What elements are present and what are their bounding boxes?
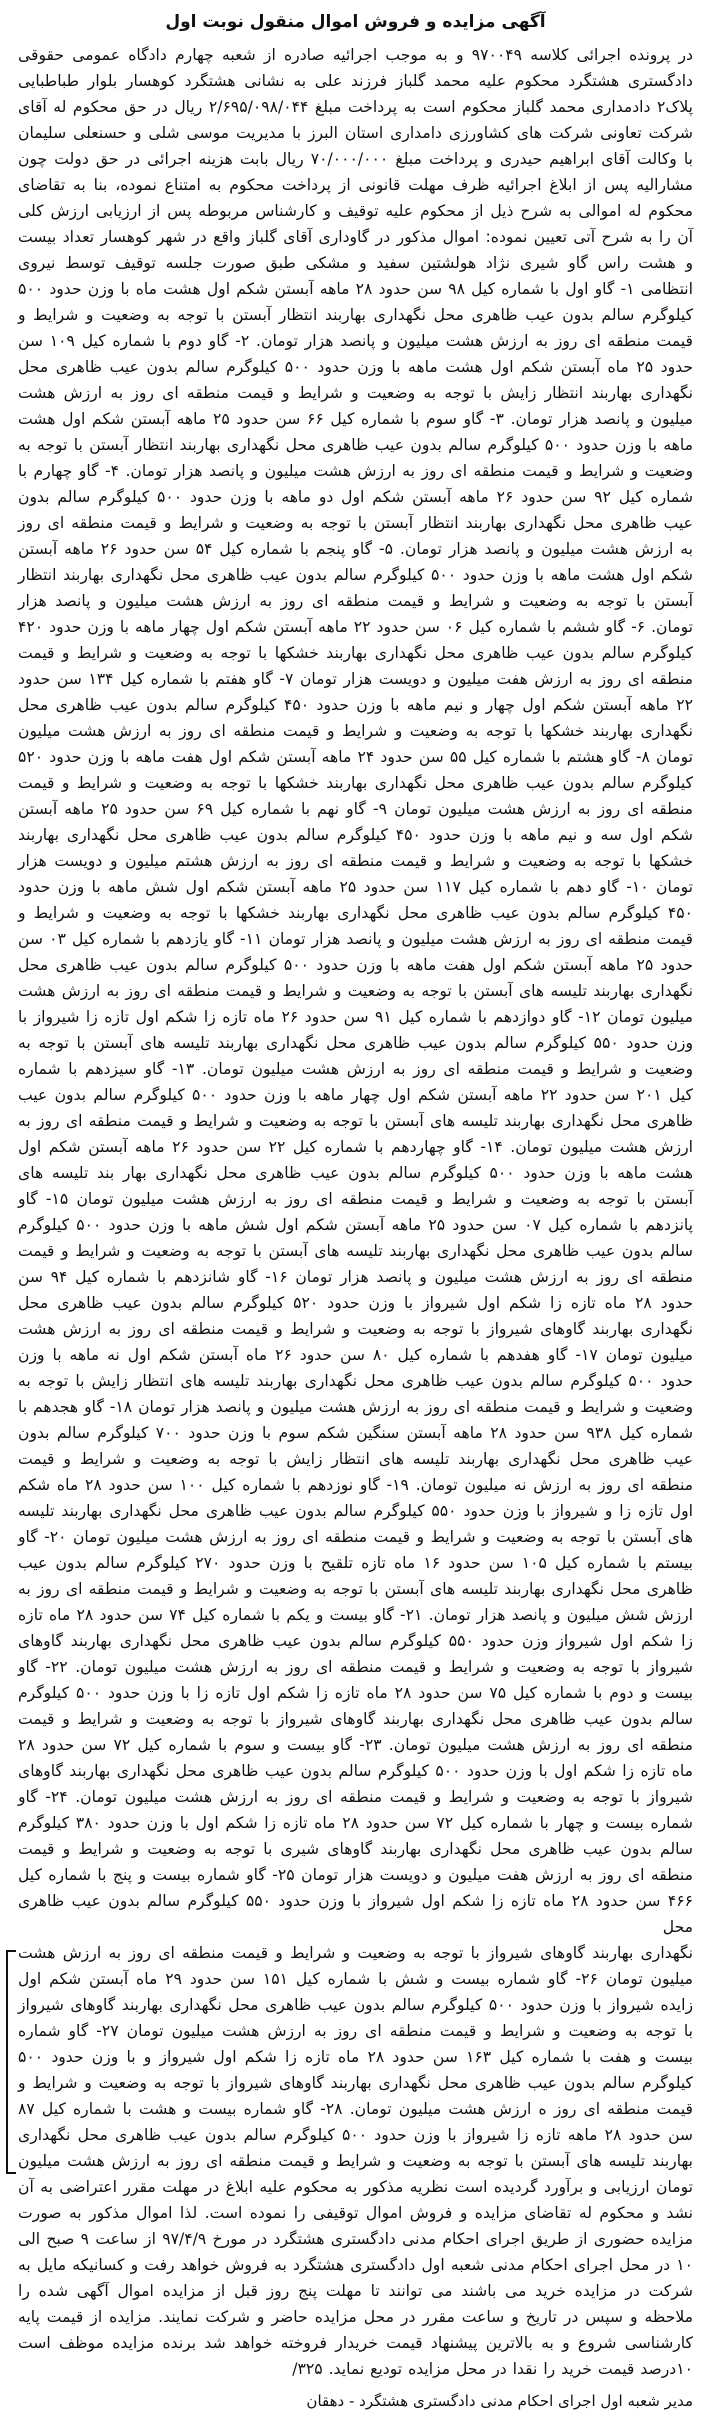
notice-footer-signature: مدیر شعبه اول اجرای احکام مدنی دادگستری هشتگرد - دهقان [306,2392,693,2410]
notice-title: آگهی مزایده و فروش اموال منقول نوبت اول [165,12,546,32]
notice-paragraph-1: در پرونده اجرائی کلاسه ۹۷۰۰۴۹ و به موجب اجرائیه صادره از شعبه چهارم دادگاه عمومی حقوقی دادگستری هشتگرد محکوم علیه محمد گلباز فرزند علی به نشانی هشتگرد کوهسار بلوار طباطبایی پلاک۲ دادمداری محمد گلباز محکوم است به پرداخت مبلغ ۲/۶۹۵/۰۹۸/۰۴۴ ریال در حق محکوم له آقای شرکت تعاونی شرکت های کشاورزی دامداری استان البرز با مدیریت موسی شلی و حسنعلی سلیمان با وکالت آقای ابراهیم حیدری و پرداخت مبلغ ۷۰/۰۰۰/۰۰۰ ریال بابت هزینه اجرائی در حق دولت چون مشارالیه پس از ابلاغ اجرائیه ظرف مهلت قانونی از پرداخت محکوم به امتناع نموده، بنا به تقاضای محکوم له اموالی به شرح ذیل از محکوم علیه توقیف و کارشناس مربوطه پس از ارزیابی ارزش کلی آن را به شرح آتی تعیین نموده: اموال مذکور در گاوداری آقای گلباز واقع در شهر کوهسار تعداد بیست و هشت راس گاو شیری نژاد هولشتین سفید و مشکی طبق صورت جلسه توقیف توسط نیروی انتظامی ۱- گاو اول با شماره کیل ۹۸ سن حدود ۲۸ ماهه آبستن شکم اول هشت ماه با وزن حدود ۵۰۰ کیلوگرم سالم بدون عیب ظاهری محل نگهداری بهاربند انتظار آبستن با توجه به وضعیت و شرایط و قیمت منطقه ای روز به ارزش هشت میلیون و پانصد هزار تومان. ۲- گاو دوم با شماره کیل ۱۰۹ سن حدود ۲۵ ماه آبستن شکم اول هشت ماهه با وزن حدود ۵۰۰ کیلوگرم سالم بدون عیب ظاهری محل نگهداری بهاربند انتظار زایش با توجه به وضعیت و شرایط و قیمت منطقه ای روز به ارزش هشت میلیون و پانصد هزار تومان. ۳- گاو سوم با شماره کیل ۶۶ سن حدود ۲۵ ماهه آبستن شکم اول هشت ماهه با وزن حدود ۵۰۰ کیلوگرم سالم بدون عیب ظاهری محل نگهداری بهاربند انتظار آبستن با توجه به وضعیت و شرایط و قیمت منطقه ای روز به ارزش هشت میلیون و پانصد هزار تومان. ۴- گاو چهارم با شماره کیل ۹۲ سن حدود ۲۶ ماهه آبستن شکم اول دو ماهه با وزن حدود ۵۰۰ کیلوگرم سالم بدون عیب ظاهری محل نگهداری بهاربند انتظار آبستن با توجه به وضعیت و شرایط و قیمت منطقه ای روز به ارزش هشت میلیون و پانصد هزار تومان. ۵- گاو پنجم با شماره کیل ۵۴ سن حدود ۲۶ ماهه آبستن شکم اول هشت ماهه با وزن حدود ۵۰۰ کیلوگرم سالم بدون عیب ظاهری محل نگهداری بهاربند انتظار آبستن با توجه به وضعیت و شرایط و قیمت منطقه ای روز به ارزش هشت میلیون و پانصد هزار تومان. ۶- گاو ششم با شماره کیل ۰۶ سن حدود ۲۲ ماهه آبستن شکم اول چهار ماهه با وزن حدود ۴۲۰ کیلوگرم سالم بدون عیب ظاهری محل نگهداری بهاربند خشکها با توجه به وضعیت و شرایط و قیمت منطقه ای روز به ارزش هفت میلیون و دویست هزار تومان ۷- گاو هفتم با شماره کیل ۱۳۴ سن حدود ۲۲ ماهه آبستن شکم اول چهار و نیم ماهه با وزن حدود ۴۵۰ کیلوگرم سالم بدون عیب ظاهری محل نگهداری بهاربند خشکها با توجه به وضعیت و شرایط و قیمت منطقه ای روز به ارزش هشت میلیون تومان ۸- گاو هشتم با شماره کیل ۵۵ سن حدود ۲۴ ماهه آبستن شکم اول هفت ماهه با وزن حدود ۵۲۰ کیلوگرم سالم بدون عیب ظاهری محل نگهداری بهاربند خشکها با توجه به وضعیت و شرایط و قیمت منطقه ای روز به ارزش هشت میلیون تومان ۹- گاو نهم با شماره کیل ۶۹ سن حدود ۲۵ ماهه آبستن شکم اول سه و نیم ماهه با وزن حدود ۴۵۰ کیلوگرم سالم بدون عیب ظاهری محل نگهداری بهاربند خشکها با توجه به وضعیت و شرایط و قیمت منطقه ای روز به ارزش هشتم میلیون و دویست هزار تومان ۱۰- گاو دهم با شماره کیل ۱۱۷ سن حدود ۲۵ ماهه آبستن شکم اول شش ماهه با وزن حدود ۴۵۰ کیلوگرم سالم بدون عیب ظاهری محل نگهداری بهاربند خشکها با توجه به وضعیت و شرایط و قیمت منطقه ای روز به ارزش هشت میلیون و پانصد هزار تومان ۱۱- گاو یازدهم با شماره کیل ۰۳ سن حدود ۲۵ ماهه آبستن شکم اول هفت ماهه با وزن حدود ۵۰۰ کیلوگرم سالم بدون عیب ظاهری محل نگهداری بهاربند تلیسه های آبستن با توجه به وضعیت و شرایط و قیمت منطقه ای روز به ارزش هشت میلیون تومان ۱۲- گاو دوازدهم با شماره کیل ۹۱ سن حدود ۲۶ ماه تازه زا شکم اول تازه زا شیرواز با وزن حدود ۵۵۰ کیلوگرم سالم بدون عیب ظاهری محل نگهداری بهاربند تلیسه های آبستن با توجه به وضعیت و شرایط و قیمت منطقه ای روز به ارزش هشت میلیون تومان. ۱۳- گاو سیزدهم با شماره کیل ۲۰۱ سن حدود ۲۲ ماهه آبستن شکم اول چهار ماهه با وزن حدود ۵۰۰ کیلوگرم سالم بدون عیب ظاهری محل نگهداری بهاربند تلیسه های آبستن با توجه به وضعیت و شرایط و قیمت منطقه ای روز به ارزش هشت میلیون تومان. ۱۴- گاو چهاردهم با شماره کیل ۲۲ سن حدود ۲۶ ماهه آبستن شکم اول هشت ماهه با وزن حدود ۵۰۰ کیلوگرم سالم بدون عیب ظاهری محل نگهداری بهار بند تلیسه های آبستن با توجه به وضعیت و شرایط و قیمت منطقه ای روز به ارزش هشت میلیون تومان ۱۵- گاو پانزدهم با شماره کیل ۰۷ سن حدود ۲۵ ماهه آبستن شکم اول شش ماهه با وزن حدود ۵۰۰ کیلوگرم سالم بدون عیب ظاهری محل نگهداری بهاربند تلیسه های آبستن با توجه به وضعیت و شرایط و قیمت منطقه ای روز به ارزش هشت میلیون و پانصد هزار تومان ۱۶- گاو شانزدهم با شماره کیل ۹۴ سن حدود ۲۸ ماه تازه زا شکم اول شیرواز با وزن حدود ۵۲۰ کیلوگرم سالم بدون عیب ظاهری محل نگهداری بهاربند گاوهای شیرواز با توجه به وضعیت و شرایط و قیمت منطقه ای روز به ارزش هشت میلیون تومان ۱۷- گاو هفدهم با شماره کیل ۸۰ سن حدود ۲۶ ماه آبستن شکم اول نه ماهه با وزن حدود ۵۰۰ کیلوگرم سالم بدون عیب ظاهری محل نگهداری بهاربند تلیسه های انتظار زایش با توجه به وضعیت و شرایط و قیمت منطقه ای روز به ارزش هشت میلیون و پانصد هزار تومان ۱۸- گاو هجدهم با شماره کیل ۹۳۸ سن حدود ۲۸ ماهه آبستن سنگین شکم سوم با وزن حدود ۷۰۰ کیلوگرم سالم بدون عیب ظاهری محل نگهداری بهاربند تلیسه های انتظار زایش با توجه به وضعیت و شرایط و قیمت منطقه ای روز به ارزش نه میلیون تومان. ۱۹- گاو نوزدهم با شماره کیل ۱۰۰ سن حدود ۲۸ ماه شکم اول تازه زا و شیرواز با وزن حدود ۵۵۰ کیلوگرم سالم بدون عیب ظاهری محل نگهداری بهاربند تلیسه های آبستن با توجه به وضعیت و شرایط و قیمت منطقه ای روز به ارزش هشت میلیون تومان ۲۰- گاو بیستم با شماره کیل ۱۰۵ سن حدود ۱۶ ماه تازه تلقیح با وزن حدود ۲۷۰ کیلوگرم سالم بدون عیب ظاهری محل نگهداری بهاربند تلیسه های آبستن با توجه به وضعیت و شرایط و قیمت منطقه ای روز به ارزش شش میلیون و پانصد هزار تومان. ۲۱- گاو بیست و یکم با شماره کیل ۷۴ سن حدود ۲۸ ماه تازه زا شکم اول شیرواز وزن حدود ۵۵۰ کیلوگرم سالم بدون عیب ظاهری محل نگهداری بهاربند گاوهای شیرواز با توجه به وضعیت و شرایط و قیمت منطقه ای روز به ارزش هشت میلیون تومان. ۲۲- گاو بیست و دوم با شماره کیل ۷۵ سن حدود ۲۸ ماه تازه زا شکم اول تازه زا با وزن حدود ۵۰۰ کیلوگرم سالم بدون عیب ظاهری محل نگهداری بهاربند گاوهای شیرواز با توجه به وضعیت و شرایط و قیمت منطقه ای روز به ارزش هشت میلیون تومان. ۲۳- گاو بیست و سوم با شماره کیل ۷۲ سن حدود ۲۸ ماه تازه زا شکم اول با وزن حدود ۵۰۰ کیلوگرم سالم بدون عیب ظاهری محل نگهداری بهاربند گاوهای شیرواز با توجه به وضعیت و شرایط و قیمت منطقه ای روز به ارزش هشت میلیون تومان. ۲۴- گاو شماره بیست و چهار با شماره کیل ۷۲ سن حدود ۲۸ ماه تازه زا شکم اول با وزن حدود ۳۸۰ کیلوگرم سالم بدون عیب ظاهری محل نگهداری بهاربند گاوهای شیری با توجه به وضعیت و شرایط و قیمت منطقه ای روز به ارزش هفت میلیون و دویست هزار تومان ۲۵- گاو شماره بیست و پنج با شماره کیل ۴۶۶ سن حدود ۲۸ ماه تازه زا شکم اول شیرواز با وزن حدود ۵۵۰ کیلوگرم سالم بدون عیب ظاهری محل [17,46,694,1936]
notice-paragraph-2: نگهداری بهاربند گاوهای شیرواز با توجه به وضعیت و شرایط و قیمت منطقه ای روز به ارزش هشت میلیون تومان ۲۶- گاو شماره بیست و شش با شماره کیل ۱۵۱ سن حدود ۲۹ ماه آبستن شکم اول زایده شیرواز با وزن حدود ۵۰۰ کیلوگرم سالم بدون عیب ظاهری محل نگهداری بهاربند گاوهای شیرواز با توجه به وضعیت و شرایط و قیمت منطقه ای روز به ارزش هشت میلیون تومان ۲۷- گاو شماره بیست و هفت با شماره کیل ۱۶۳ سن حدود ۲۸ ماه تازه زا شکم اول شیرواز و با وزن حدود ۵۰۰ کیلوگرم سالم بدون عیب ظاهری محل نگهداری بهاربند گاوهای شیرواز با توجه به وضعیت و شرایط و قیمت منطقه ای روز ه ارزش هشت میلیون تومان. ۲۸- گاو شماره بیست و هشت با شماره کیل ۸۷ سن حدود ۲۸ ماهه تازه زا شیرواز با وزن حدود ۵۰۰ کیلوگرم سالم بدون عیب ظاهری محل نگهداری بهاربند تلیسه های آبستن با توجه به وضعیت و شرایط و قیمت منطقه ای روز به ارزش هشت میلیون تومان ارزیابی و برآورد گردیده است نظریه مذکور به محکوم علیه ابلاغ در مهلت مقرر اعتراضی به آن نشد و محکوم له تقاضای مزایده و فروش اموال توقیفی را نموده است. لذا اموال مذکور به صورت مزایده حضوری از طریق اجرای احکام مدنی دادگستری هشتگرد در مورخ ۹۷/۴/۹ از ساعت ۹ صبح الی ۱۰ در محل اجرای احکام مدنی شعبه اول دادگستری هشتگرد به فروش خواهد رفت و کسانیکه مایل به شرکت در مزایده خرید می باشند می توانند تا مهلت پنج روز قبل از مزایده اموال آگهی شده را ملاحظه و سپس در تاریخ و ساعت مقرر در محل مزایده حاضر و شرکت نمایند. مزایده از قیمت پایه کارشناسی شروع و به بالاترین پیشنهاد قیمت خریدار فروخته خواهد شد برنده مزایده موظف است ۱۰درصد قیمت خرید را نقدا در محل مزایده تودیع نماید. ۳۲۵/ [18,1944,694,2378]
notice-section-2 [18,1940,693,2382]
column-bracket-rule [6,1950,16,2174]
auction-notice [18,12,693,2414]
